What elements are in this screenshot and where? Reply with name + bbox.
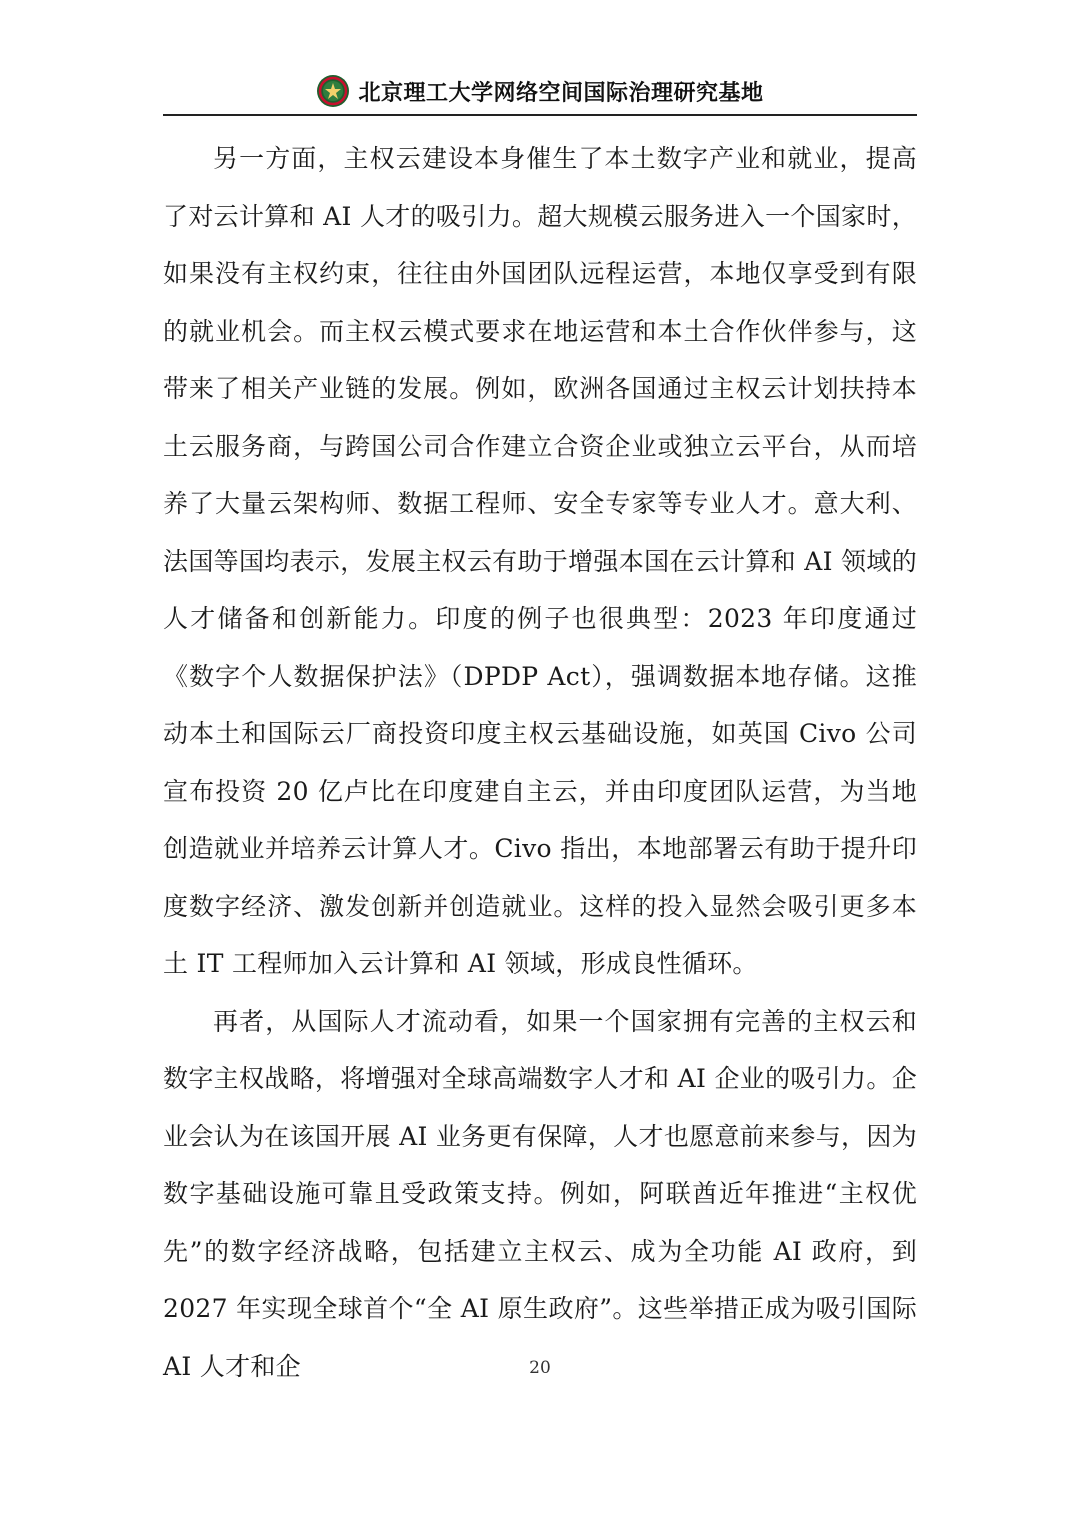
header-title: 北京理工大学网络空间国际治理研究基地: [358, 80, 764, 106]
university-seal-icon: [316, 74, 350, 108]
document-body: [163, 130, 917, 1395]
page-header: [163, 68, 917, 116]
paragraph: 另一方面，主权云建设本身催生了本土数字产业和就业，提高了对云计算和 AI 人才的吸引力。超大规模云服务进入一个国家时，如果没有主权约束，往往由外国团队远程运营，本地仅享受到有限的就业机会。而主权云模式要求在地运营和本土合作伙伴参与，这带来了相关产业链的发展。例如，欧洲各国通过主权云计划扶持本土云服务商，与跨国公司合作建立合资企业或独立云平台，从而培养了大量云架构师、数据工程师、安全专家等专业人才。意大利、法国等国均表示，发展主权云有助于增强本国在云计算和 AI 领域的人才储备和创新能力。印度的例子也很典型：2023 年印度通过《数字个人数据保护法》（DPDP Act），强调数据本地存储。这推动本土和国际云厂商投资印度主权云基础设施，如英国 Civo 公司宣布投资 20 亿卢比在印度建自主云，并由印度团队运营，为当地创造就业并培养云计算人才。Civo 指出，本地部署云有助于提升印度数字经济、激发创新并创造就业。这样的投入显然会吸引更多本土 IT 工程师加入云计算和 AI 领域，形成良性循环。: [163, 144, 917, 978]
page-number: 20: [529, 1358, 551, 1378]
paragraph: 再者，从国际人才流动看，如果一个国家拥有完善的主权云和数字主权战略，将增强对全球高端数字人才和 AI 企业的吸引力。企业会认为在该国开展 AI 业务更有保障，人才也愿意前来参与，因为数字基础设施可靠且受政策支持。例如，阿联酋近年推进“主权优先”的数字经济战略，包括建立主权云、成为全功能 AI 政府，到 2027 年实现全球首个“全 AI 原生政府”。这些举措正成为吸引国际 AI 人才和企: [163, 1006, 917, 1381]
